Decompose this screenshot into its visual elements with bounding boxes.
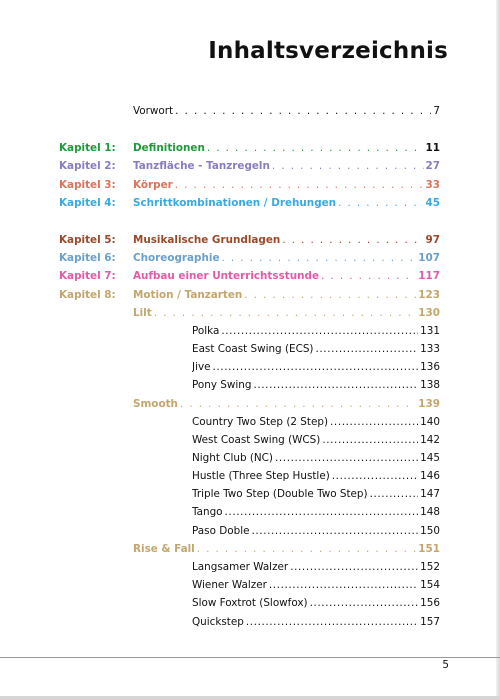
toc-row-lilt[interactable] bbox=[0, 305, 500, 321]
toc-entry-title: Hustle (Three Step Hustle) bbox=[192, 470, 330, 482]
toc-page-number: 117 bbox=[418, 270, 440, 282]
toc-page-number: 140 bbox=[420, 416, 440, 428]
toc-leader-dots bbox=[246, 614, 418, 630]
toc-row-ecs[interactable] bbox=[0, 341, 500, 357]
toc-entry-title: Triple Two Step (Double Two Step) bbox=[192, 488, 368, 500]
toc-page-number: 156 bbox=[420, 597, 440, 609]
toc-page-number: 45 bbox=[425, 197, 440, 209]
toc-row-pony-swing[interactable] bbox=[0, 377, 500, 393]
toc-page-number: 139 bbox=[418, 398, 440, 410]
toc-entry-title: East Coast Swing (ECS) bbox=[192, 343, 314, 355]
toc-entry-title: Night Club (NC) bbox=[192, 452, 273, 464]
chapter-title: Choreographie bbox=[133, 252, 220, 264]
toc-page-number: 142 bbox=[420, 434, 440, 446]
toc-leader-dots bbox=[321, 268, 416, 284]
toc-page-number: 123 bbox=[418, 289, 440, 301]
page-title: Inhaltsverzeichnis bbox=[208, 38, 448, 64]
toc-page-number: 145 bbox=[420, 452, 440, 464]
toc-leader-dots bbox=[222, 250, 417, 266]
toc-leader-dots bbox=[253, 377, 418, 393]
toc-row-wcs[interactable] bbox=[0, 432, 500, 448]
toc-page-number: 157 bbox=[420, 616, 440, 628]
toc-page-number: 147 bbox=[420, 488, 440, 500]
toc-leader-dots bbox=[322, 432, 418, 448]
toc-leader-dots bbox=[175, 177, 424, 193]
toc-leader-dots bbox=[338, 195, 423, 211]
toc-page-number: 154 bbox=[420, 579, 440, 591]
toc-leader-dots bbox=[244, 287, 416, 303]
chapter-label: Kapitel 5: bbox=[59, 234, 116, 246]
toc-row-country-two-step[interactable] bbox=[0, 414, 500, 430]
toc-row-paso-doble[interactable] bbox=[0, 523, 500, 539]
toc-row-kapitel-2[interactable] bbox=[0, 158, 500, 174]
toc-row-quickstep[interactable] bbox=[0, 614, 500, 630]
toc-page-number: 148 bbox=[420, 506, 440, 518]
toc-row-hustle[interactable] bbox=[0, 468, 500, 484]
toc-page-number: 133 bbox=[420, 343, 440, 355]
toc-leader-dots bbox=[332, 468, 418, 484]
toc-page-number: 33 bbox=[425, 179, 440, 191]
toc-page-number: 150 bbox=[420, 525, 440, 537]
toc-leader-dots bbox=[282, 232, 423, 248]
toc-entry-title: Slow Foxtrot (Slowfox) bbox=[192, 597, 308, 609]
toc-row-kapitel-3[interactable] bbox=[0, 177, 500, 193]
toc-row-polka[interactable] bbox=[0, 323, 500, 339]
toc-row-kapitel-1[interactable] bbox=[0, 140, 500, 156]
section-title: Lilt bbox=[133, 307, 152, 319]
toc-row-kapitel-8[interactable] bbox=[0, 287, 500, 303]
toc-page-number: 27 bbox=[425, 160, 440, 172]
toc-row-langsamer-walzer[interactable] bbox=[0, 559, 500, 575]
toc-page-number: 152 bbox=[420, 561, 440, 573]
chapter-title: Musikalische Grundlagen bbox=[133, 234, 281, 246]
toc-leader-dots bbox=[207, 140, 424, 156]
chapter-title: Tanzfläche - Tanzregeln bbox=[133, 160, 270, 172]
toc-row-rise-fall[interactable] bbox=[0, 541, 500, 557]
toc-entry-title: Vorwort bbox=[133, 105, 174, 117]
toc-entry-title: Wiener Walzer bbox=[192, 579, 267, 591]
toc-entry-title: Paso Doble bbox=[192, 525, 250, 537]
toc-page-number: 130 bbox=[418, 307, 440, 319]
chapter-title: Motion / Tanzarten bbox=[133, 289, 243, 301]
toc-page-number: 131 bbox=[420, 325, 440, 337]
chapter-label: Kapitel 2: bbox=[59, 160, 116, 172]
toc-leader-dots bbox=[213, 359, 419, 375]
chapter-title: Schrittkombinationen / Drehungen bbox=[133, 197, 337, 209]
chapter-label: Kapitel 7: bbox=[59, 270, 116, 282]
toc-leader-dots bbox=[221, 323, 418, 339]
toc-row-kapitel-7[interactable] bbox=[0, 268, 500, 284]
toc-entry-title: Polka bbox=[192, 325, 220, 337]
toc-leader-dots bbox=[315, 341, 418, 357]
chapter-label: Kapitel 1: bbox=[59, 142, 116, 154]
toc-page-number: 11 bbox=[425, 142, 440, 154]
toc-row-kapitel-4[interactable] bbox=[0, 195, 500, 211]
toc-leader-dots bbox=[197, 541, 417, 557]
footer-divider bbox=[0, 657, 500, 658]
toc-page-number: 146 bbox=[420, 470, 440, 482]
chapter-title: Körper bbox=[133, 179, 173, 191]
toc-entry-title: Pony Swing bbox=[192, 379, 252, 391]
toc-leader-dots bbox=[370, 486, 419, 502]
toc-row-triple-two-step[interactable] bbox=[0, 486, 500, 502]
toc-leader-dots bbox=[175, 103, 431, 119]
toc-page-number: 138 bbox=[420, 379, 440, 391]
toc-leader-dots bbox=[251, 523, 418, 539]
toc-leader-dots bbox=[225, 504, 419, 520]
toc-page-number: 151 bbox=[418, 543, 440, 555]
toc-entry-title: West Coast Swing (WCS) bbox=[192, 434, 321, 446]
toc-row-slow-foxtrot[interactable] bbox=[0, 595, 500, 611]
toc-entry-title: Jive bbox=[192, 361, 211, 373]
toc-leader-dots bbox=[269, 577, 418, 593]
chapter-label: Kapitel 6: bbox=[59, 252, 116, 264]
toc-row-night-club[interactable] bbox=[0, 450, 500, 466]
chapter-title: Aufbau einer Unterrichtsstunde bbox=[133, 270, 320, 282]
toc-row-kapitel-5[interactable] bbox=[0, 232, 500, 248]
chapter-label: Kapitel 8: bbox=[59, 289, 116, 301]
toc-leader-dots bbox=[330, 414, 418, 430]
toc-row-vorwort[interactable] bbox=[0, 103, 500, 119]
toc-leader-dots bbox=[290, 559, 418, 575]
toc-page-number: 97 bbox=[425, 234, 440, 246]
toc-entry-title: Quickstep bbox=[192, 616, 244, 628]
section-title: Rise & Fall bbox=[133, 543, 195, 555]
toc-entry-title: Country Two Step (2 Step) bbox=[192, 416, 329, 428]
toc-leader-dots bbox=[275, 450, 418, 466]
toc-row-kapitel-6[interactable] bbox=[0, 250, 500, 266]
toc-page-number: 7 bbox=[433, 105, 440, 117]
toc-leader-dots bbox=[154, 305, 417, 321]
toc-row-wiener-walzer[interactable] bbox=[0, 577, 500, 593]
toc-leader-dots bbox=[272, 158, 424, 174]
toc-entry-title: Langsamer Walzer bbox=[192, 561, 289, 573]
toc-leader-dots bbox=[310, 595, 419, 611]
toc-page-number: 136 bbox=[420, 361, 440, 373]
toc-row-jive[interactable] bbox=[0, 359, 500, 375]
toc-row-tango[interactable] bbox=[0, 504, 500, 520]
toc-row-smooth[interactable] bbox=[0, 396, 500, 412]
chapter-label: Kapitel 4: bbox=[59, 197, 116, 209]
page-number: 5 bbox=[442, 659, 449, 671]
toc-page-number: 107 bbox=[418, 252, 440, 264]
toc-leader-dots bbox=[180, 396, 416, 412]
chapter-title: Definitionen bbox=[133, 142, 205, 154]
toc-entry-title: Tango bbox=[192, 506, 223, 518]
section-title: Smooth bbox=[133, 398, 178, 410]
chapter-label: Kapitel 3: bbox=[59, 179, 116, 191]
